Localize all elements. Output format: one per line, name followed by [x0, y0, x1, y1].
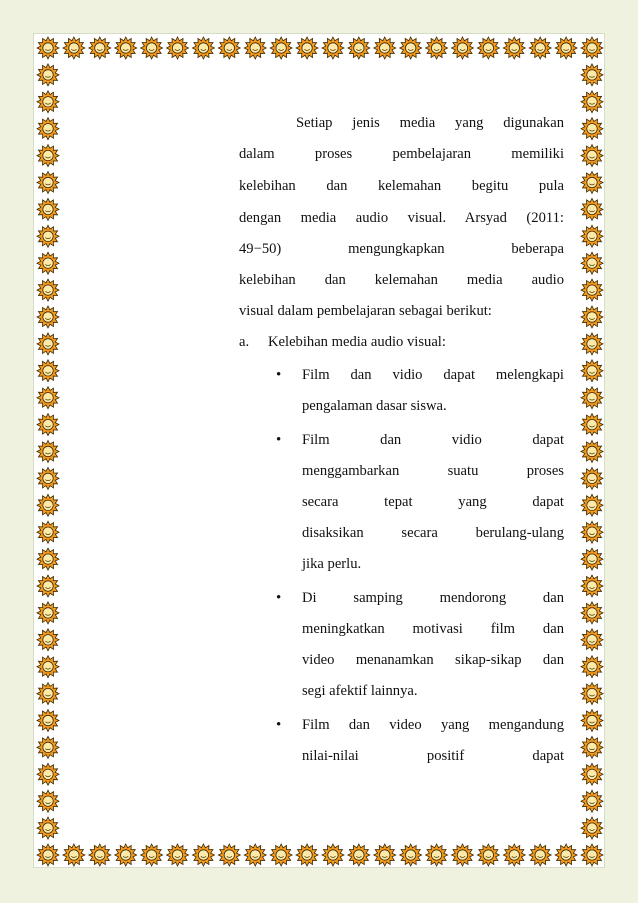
sun-icon [581, 817, 603, 839]
paragraph-line: Setiap jenis media yang digunakan [296, 115, 564, 131]
sun-icon [37, 118, 59, 140]
sun-icon [37, 172, 59, 194]
paragraph-line: 49−50) mengungkapkan beberapa [239, 241, 564, 257]
list-label: a. [239, 334, 250, 350]
sun-icon [581, 467, 603, 489]
sun-icon [115, 37, 137, 59]
sun-icon [529, 844, 551, 866]
sun-icon [37, 252, 59, 274]
sun-icon [348, 37, 370, 59]
sun-icon [37, 763, 59, 785]
sun-icon [581, 279, 603, 301]
sun-icon [63, 844, 85, 866]
sun-icon [37, 575, 59, 597]
sun-icon [451, 844, 473, 866]
sun-icon [581, 494, 603, 516]
paragraph-line: kelebihan dan kelemahan begitu pula [239, 178, 564, 194]
sun-icon [270, 844, 292, 866]
sun-icon [581, 64, 603, 86]
sun-icon [37, 64, 59, 86]
bullet-marker: • [276, 717, 282, 733]
sun-icon [581, 387, 603, 409]
sun-icon [322, 37, 344, 59]
sun-icon [400, 844, 422, 866]
sun-icon [37, 548, 59, 570]
sun-icon [296, 844, 318, 866]
sun-icon [581, 172, 603, 194]
sun-icon [167, 844, 189, 866]
paragraph-line: dalam proses pembelajaran memiliki [239, 146, 564, 162]
sun-icon [581, 548, 603, 570]
list-item-line: Film dan vidio dapat melengkapi [302, 367, 564, 383]
document-page [33, 33, 605, 868]
sun-icon [400, 37, 422, 59]
sun-icon [192, 37, 214, 59]
list-item-line: Film dan vidio dapat [302, 432, 564, 448]
sun-icon [37, 333, 59, 355]
sun-icon [451, 37, 473, 59]
sun-icon [581, 521, 603, 543]
paragraph-line: dengan media audio visual. Arsyad (2011: [239, 210, 564, 226]
bullet-marker: • [276, 590, 282, 606]
bullet-marker: • [276, 432, 282, 448]
sun-icon [37, 306, 59, 328]
list-item-line: disaksikan secara berulang-ulang [302, 525, 564, 541]
sun-icon [115, 844, 137, 866]
sun-icon [37, 629, 59, 651]
sun-icon [37, 467, 59, 489]
sun-icon [37, 387, 59, 409]
sun-icon [581, 306, 603, 328]
sun-icon [37, 37, 59, 59]
sun-icon [581, 683, 603, 705]
sun-icon [374, 37, 396, 59]
sun-icon [37, 817, 59, 839]
sun-icon [37, 710, 59, 732]
sun-icon [581, 333, 603, 355]
sun-icon [374, 844, 396, 866]
paragraph-line: kelebihan dan kelemahan media audio [239, 272, 564, 288]
sun-icon [581, 602, 603, 624]
sun-icon [37, 198, 59, 220]
sun-icon [141, 37, 163, 59]
sun-icon [581, 629, 603, 651]
sun-icon [503, 37, 525, 59]
sun-icon [270, 37, 292, 59]
sun-icon [141, 844, 163, 866]
sun-icon [477, 844, 499, 866]
sun-icon [37, 279, 59, 301]
sun-icon [555, 844, 577, 866]
list-item-line: secara tepat yang dapat [302, 494, 564, 510]
sun-icon [37, 91, 59, 113]
list-item-line: segi afektif lainnya. [302, 683, 418, 699]
sun-icon [581, 198, 603, 220]
sun-icon [37, 736, 59, 758]
sun-icon [581, 441, 603, 463]
sun-icon [581, 91, 603, 113]
list-item-line: Film dan video yang mengandung [302, 717, 564, 733]
list-item-line: pengalaman dasar siswa. [302, 398, 447, 414]
sun-icon [477, 37, 499, 59]
sun-icon [581, 790, 603, 812]
sun-icon [581, 225, 603, 247]
sun-icon [89, 844, 111, 866]
sun-icon [529, 37, 551, 59]
sun-icon [37, 494, 59, 516]
list-item-line: nilai-nilai positif dapat [302, 748, 564, 764]
sun-icon [167, 37, 189, 59]
list-item-line: meningkatkan motivasi film dan [302, 621, 564, 637]
list-item-line: menggambarkan suatu proses [302, 463, 564, 479]
list-item-line: Di samping mendorong dan [302, 590, 564, 606]
sun-icon [322, 844, 344, 866]
sun-icon [348, 844, 370, 866]
sun-icon [581, 710, 603, 732]
sun-icon [37, 441, 59, 463]
sun-icon [581, 414, 603, 436]
list-item-line: video menanamkan sikap-sikap dan [302, 652, 564, 668]
sun-icon [426, 37, 448, 59]
sun-icon [192, 844, 214, 866]
sun-icon [37, 521, 59, 543]
list-item-line: jika perlu. [302, 556, 362, 572]
sun-icon [37, 145, 59, 167]
sun-icon [63, 37, 85, 59]
sun-icon [37, 656, 59, 678]
sun-icon [296, 37, 318, 59]
sun-icon [555, 37, 577, 59]
list-heading: Kelebihan media audio visual: [268, 334, 446, 350]
sun-icon [37, 844, 59, 866]
sun-icon [581, 145, 603, 167]
sun-icon [218, 37, 240, 59]
sun-icon [581, 37, 603, 59]
sun-icon [37, 225, 59, 247]
sun-icon [581, 736, 603, 758]
sun-icon [503, 844, 525, 866]
paragraph-line: visual dalam pembelajaran sebagai berikut: [239, 303, 492, 319]
sun-icon [581, 763, 603, 785]
sun-icon [37, 683, 59, 705]
sun-icon [581, 360, 603, 382]
sun-icon [37, 790, 59, 812]
sun-icon [89, 37, 111, 59]
sun-icon [581, 252, 603, 274]
sun-icon [37, 414, 59, 436]
sun-icon [37, 360, 59, 382]
sun-icon [581, 575, 603, 597]
bullet-marker: • [276, 367, 282, 383]
sun-icon [244, 37, 266, 59]
sun-icon [581, 844, 603, 866]
sun-icon [218, 844, 240, 866]
sun-icon [37, 602, 59, 624]
sun-icon [426, 844, 448, 866]
sun-icon [244, 844, 266, 866]
sun-icon [581, 656, 603, 678]
sun-icon [581, 118, 603, 140]
